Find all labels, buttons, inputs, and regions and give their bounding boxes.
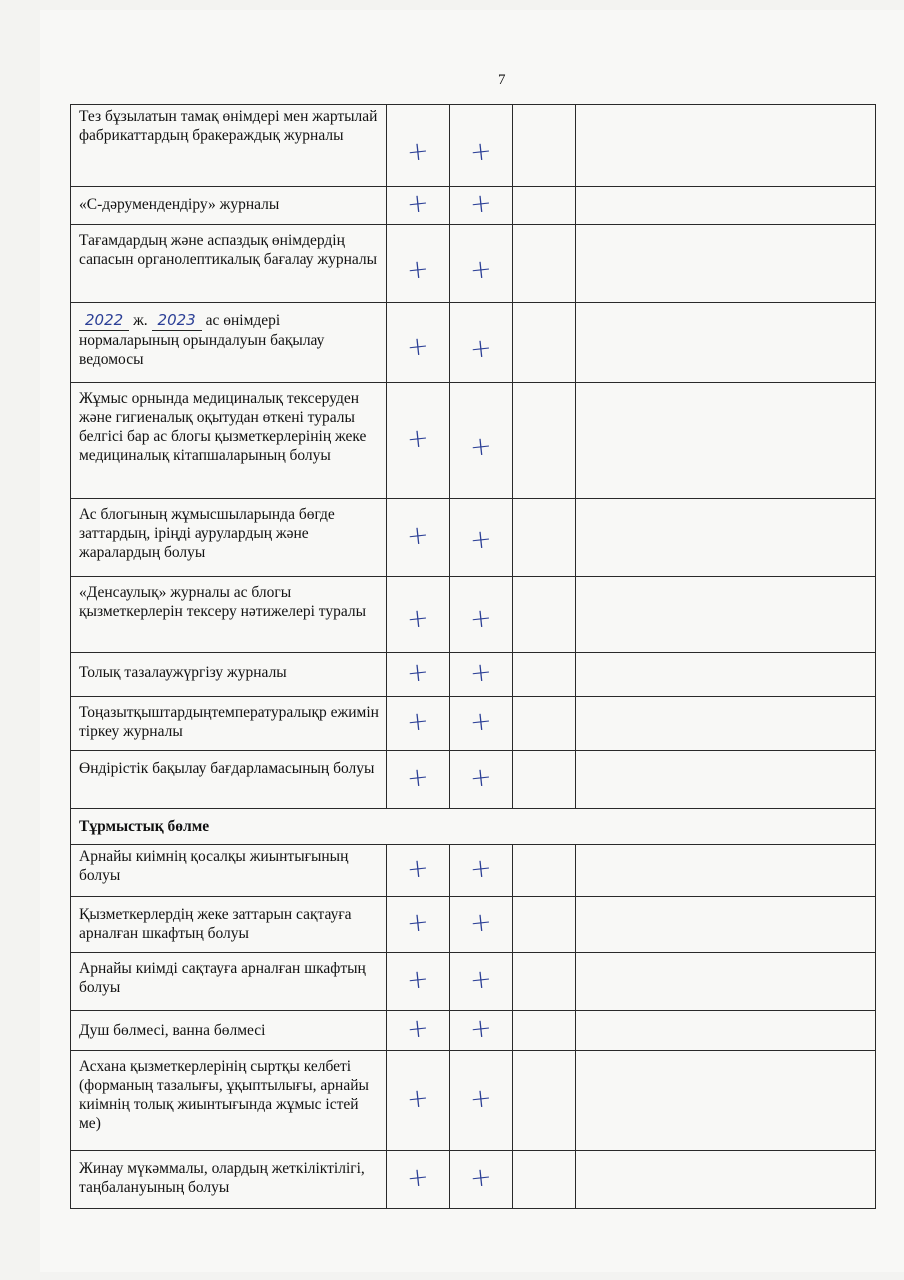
plus-mark: + — [468, 852, 494, 885]
mark-cell — [450, 653, 513, 697]
mark-cell — [513, 105, 576, 187]
mark-cell — [450, 1011, 513, 1051]
mark-cell — [450, 303, 513, 383]
mark-cell — [387, 303, 450, 383]
mark-cell — [450, 105, 513, 187]
empty-cell — [576, 303, 876, 383]
mark-cell — [387, 751, 450, 809]
plus-mark: + — [405, 761, 431, 794]
plus-mark: + — [405, 963, 431, 996]
plus-mark: + — [405, 1082, 431, 1115]
empty-cell — [576, 653, 876, 697]
row-label: Тоңазытқыштардыңтемпературалықр ежимін тіркеу журналы — [71, 697, 387, 751]
row-label: Тез бұзылатын тамақ өнімдері мен жартылай фабрикаттардың бракераждық журналы — [71, 105, 387, 187]
row-label: Тағамдардың және аспаздық өнімдердің сапасын органолептикалық бағалау журналы — [71, 225, 387, 303]
table-row — [71, 1151, 876, 1209]
table-row — [71, 897, 876, 953]
plus-mark: + — [468, 332, 494, 365]
mark-cell — [513, 577, 576, 653]
plus-mark: + — [468, 187, 494, 220]
row-label: «С-дәрумендендіру» журналы — [71, 187, 387, 225]
plus-mark: + — [405, 135, 431, 168]
mark-cell — [387, 953, 450, 1011]
table-row — [71, 653, 876, 697]
mark-cell — [513, 897, 576, 953]
mark-cell — [513, 1151, 576, 1209]
empty-cell — [576, 105, 876, 187]
mark-cell — [513, 1051, 576, 1151]
mark-cell — [513, 303, 576, 383]
section-header-row — [71, 809, 876, 845]
table-row — [71, 1011, 876, 1051]
table-row — [71, 845, 876, 897]
row-label-ration — [71, 303, 387, 383]
row-label: Арнайы киімді сақтауға арналған шкафтың болуы — [71, 953, 387, 1011]
plus-mark: + — [405, 422, 431, 455]
row-label: Душ бөлмесі, ванна бөлмесі — [71, 1011, 387, 1051]
empty-cell — [576, 897, 876, 953]
table-row — [71, 953, 876, 1011]
mark-cell — [450, 845, 513, 897]
mark-cell — [513, 1011, 576, 1051]
plus-mark: + — [468, 430, 494, 463]
plus-mark: + — [405, 519, 431, 552]
mark-cell — [387, 187, 450, 225]
mark-cell — [513, 225, 576, 303]
row-label: Өндірістік бақылау бағдарламасының болуы — [71, 751, 387, 809]
mark-cell — [513, 953, 576, 1011]
row-label: «Денсаулық» журналы ас блогы қызметкерлерін тексеру нәтижелері туралы — [71, 577, 387, 653]
mark-cell — [387, 1151, 450, 1209]
plus-mark: + — [468, 906, 494, 939]
row-label: Қызметкерлердің жеке заттарын сақтауға арналған шкафтың болуы — [71, 897, 387, 953]
table-row — [71, 1051, 876, 1151]
mark-cell — [513, 187, 576, 225]
row-label-part2: ас өнімдері нормаларының орындалуын бақылау ведомосы — [79, 312, 325, 368]
mark-cell — [387, 653, 450, 697]
plus-mark: + — [468, 135, 494, 168]
mark-cell — [513, 697, 576, 751]
plus-mark: + — [405, 330, 431, 363]
empty-cell — [576, 1051, 876, 1151]
empty-cell — [576, 845, 876, 897]
plus-mark: + — [468, 963, 494, 996]
plus-mark: + — [405, 705, 431, 738]
mark-cell — [450, 383, 513, 499]
plus-mark: + — [468, 705, 494, 738]
table-row — [71, 383, 876, 499]
mark-cell — [450, 225, 513, 303]
row-label-part1: ж. — [133, 312, 148, 329]
table-row — [71, 499, 876, 577]
plus-mark: + — [405, 906, 431, 939]
row-label: Арнайы киімнің қосалқы жиынтығының болуы — [71, 845, 387, 897]
table-row — [71, 187, 876, 225]
mark-cell — [387, 577, 450, 653]
plus-mark: + — [405, 1012, 431, 1045]
table-row — [71, 225, 876, 303]
empty-cell — [576, 1011, 876, 1051]
plus-mark: + — [405, 187, 431, 220]
mark-cell — [450, 1051, 513, 1151]
table-row — [71, 303, 876, 383]
mark-cell — [450, 751, 513, 809]
mark-cell — [387, 383, 450, 499]
section-title: Тұрмыстық бөлме — [71, 809, 876, 845]
table-row — [71, 105, 876, 187]
mark-cell — [387, 1051, 450, 1151]
mark-cell — [387, 225, 450, 303]
mark-cell — [387, 1011, 450, 1051]
mark-cell — [513, 845, 576, 897]
row-label: Жұмыс орнында медициналық тексеруден және гигиеналық оқытудан өткені туралы белгісі бар ас блогы қызметкерлерінің жеке медициналық кітапшаларының болуы — [71, 383, 387, 499]
plus-mark: + — [468, 656, 494, 689]
empty-cell — [576, 1151, 876, 1209]
row-label: Толық тазалаужүргізу журналы — [71, 653, 387, 697]
mark-cell — [513, 751, 576, 809]
plus-mark: + — [405, 656, 431, 689]
mark-cell — [387, 499, 450, 577]
plus-mark: + — [405, 253, 431, 286]
row-label: Асхана қызметкерлерінің сыртқы келбеті (форманың тазалығы, ұқыптылығы, арнайы киімнің толық жиынтығында жұмыс істей ме) — [71, 1051, 387, 1151]
mark-cell — [513, 499, 576, 577]
mark-cell — [513, 653, 576, 697]
row-label: Жинау мүкәммалы, олардың жеткіліктілігі, таңбалануының болуы — [71, 1151, 387, 1209]
mark-cell — [450, 187, 513, 225]
plus-mark: + — [468, 1161, 494, 1194]
table-row — [71, 697, 876, 751]
mark-cell — [387, 105, 450, 187]
plus-mark: + — [468, 523, 494, 556]
plus-mark: + — [468, 253, 494, 286]
empty-cell — [576, 697, 876, 751]
empty-cell — [576, 953, 876, 1011]
mark-cell — [387, 897, 450, 953]
plus-mark: + — [405, 602, 431, 635]
handwritten-year-end: 2023 — [152, 311, 202, 331]
table-row — [71, 577, 876, 653]
plus-mark: + — [405, 852, 431, 885]
empty-cell — [576, 577, 876, 653]
mark-cell — [450, 1151, 513, 1209]
page-number: 7 — [498, 72, 506, 88]
mark-cell — [387, 845, 450, 897]
mark-cell — [450, 499, 513, 577]
mark-cell — [450, 697, 513, 751]
mark-cell — [387, 697, 450, 751]
plus-mark: + — [468, 602, 494, 635]
handwritten-year-start: 2022 — [79, 311, 129, 331]
empty-cell — [576, 383, 876, 499]
mark-cell — [450, 953, 513, 1011]
empty-cell — [576, 187, 876, 225]
row-label: Ас блогының жұмысшыларында бөгде заттардың, іріңді аурулардың және жаралардың болуы — [71, 499, 387, 577]
plus-mark: + — [405, 1161, 431, 1194]
empty-cell — [576, 225, 876, 303]
empty-cell — [576, 499, 876, 577]
mark-cell — [450, 577, 513, 653]
mark-cell — [450, 897, 513, 953]
plus-mark: + — [468, 761, 494, 794]
checklist-table — [70, 104, 876, 1209]
plus-mark: + — [468, 1012, 494, 1045]
table-row — [71, 751, 876, 809]
mark-cell — [513, 383, 576, 499]
empty-cell — [576, 751, 876, 809]
plus-mark: + — [468, 1082, 494, 1115]
